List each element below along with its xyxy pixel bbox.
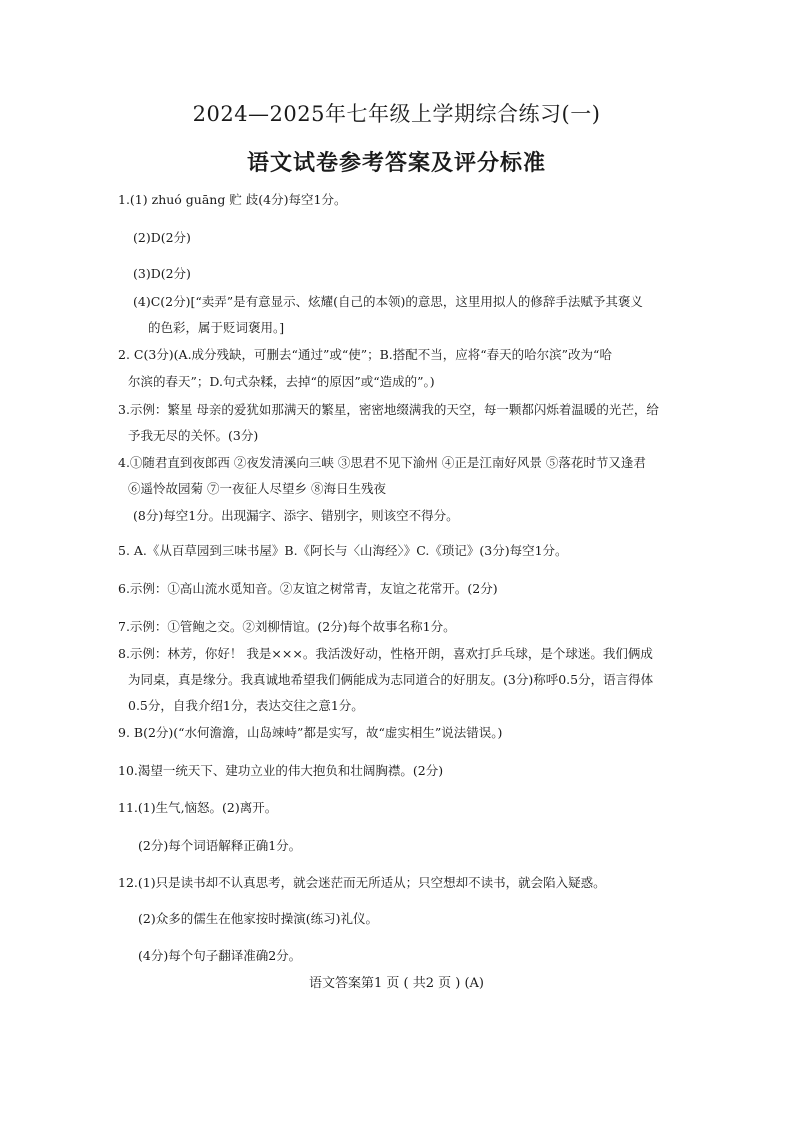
answer-10: 10.渴望一统天下、建功立业的伟大抱负和壮阔胸襟。(2分)	[118, 763, 444, 778]
answer-4-line-2: ⑥遥怜故园菊 ⑦一夜征人尽望乡 ⑧海日生残夜	[128, 481, 386, 496]
answer-3-line-1: 3.示例：繁星 母亲的爱犹如那满天的繁星，密密地缀满我的天空，每一颗都闪烁着温暖的光芒，给	[118, 402, 659, 417]
answer-5: 5. A.《从百草园到三味书屋》B.《阿长与〈山海经〉》C.《琐记》(3分)每空1分。	[118, 543, 568, 558]
answer-8-line-1: 8.示例：林芳，你好！ 我是×××。我活泼好动，性格开朗，喜欢打乒乓球，是个球迷。我们俩成	[118, 646, 653, 661]
answer-4-line-3: (8分)每空1分。出现漏字、添字、错别字，则该空不得分。	[133, 508, 459, 523]
answer-1-4-line-2: 的色彩，属于贬词褒用。]	[148, 320, 285, 335]
page-footer: 语文答案第1 页 ( 共2 页 ) (A)	[308, 976, 484, 991]
answer-8-line-2: 为同桌，真是缘分。我真诚地希望我们俩能成为志同道合的好朋友。(3分)称呼0.5分，语言得体	[128, 672, 654, 687]
answer-6: 6.示例：①高山流水觅知音。②友谊之树常青，友谊之花常开。(2分)	[118, 581, 498, 596]
answer-1-4-line-1: (4)C(2分)[“卖弄”是有意显示、炫耀(自己的本领)的意思，这里用拟人的修辞手法赋予其褒义	[133, 294, 643, 309]
answer-1-2: (2)D(2分)	[133, 230, 191, 245]
answer-7: 7.示例：①管鲍之交。②刘柳情谊。(2分)每个故事名称1分。	[118, 619, 456, 634]
answer-8-line-3: 0.5分，自我介绍1分，表达交往之意1分。	[128, 698, 364, 713]
answer-11-line-2: (2分)每个词语解释正确1分。	[138, 838, 302, 853]
answer-2-line-2: 尔滨的春天”；D.句式杂糅，去掉“的原因”或“造成的”。)	[128, 374, 435, 389]
answer-1-1: 1.(1) zhuó guāng 贮 歧(4分)每空1分。	[118, 192, 347, 207]
answer-12-line-2: (2)众多的儒生在他家按时操演(练习)礼仪。	[138, 911, 378, 926]
answer-2-line-1: 2. C(3分)(A.成分残缺，可删去“通过”或“使”；B.搭配不当，应将“春天的哈尔滨”改为“哈	[118, 347, 612, 362]
page-title: 2024—2025年七年级上学期综合练习(一)	[192, 102, 601, 126]
page-subtitle: 语文试卷参考答案及评分标准	[246, 150, 546, 176]
answer-3-line-2: 予我无尽的关怀。(3分)	[128, 428, 259, 443]
answer-1-3: (3)D(2分)	[133, 266, 191, 281]
answer-9: 9. B(2分)(“水何澹澹，山岛竦峙”都是实写，故“虚实相生”说法错误。)	[118, 725, 503, 740]
answer-11-line-1: 11.(1)生气,恼怒。(2)离开。	[118, 800, 278, 815]
answer-4-line-1: 4.①随君直到夜郎西 ②夜发清溪向三峡 ③思君不见下渝州 ④正是江南好风景 ⑤落花时节又逢君	[118, 455, 646, 470]
answer-12-line-3: (4分)每个句子翻译准确2分。	[138, 948, 302, 963]
answer-12-line-1: 12.(1)只是读书却不认真思考，就会迷茫而无所适从；只空想却不读书，就会陷入疑惑。	[118, 875, 606, 890]
